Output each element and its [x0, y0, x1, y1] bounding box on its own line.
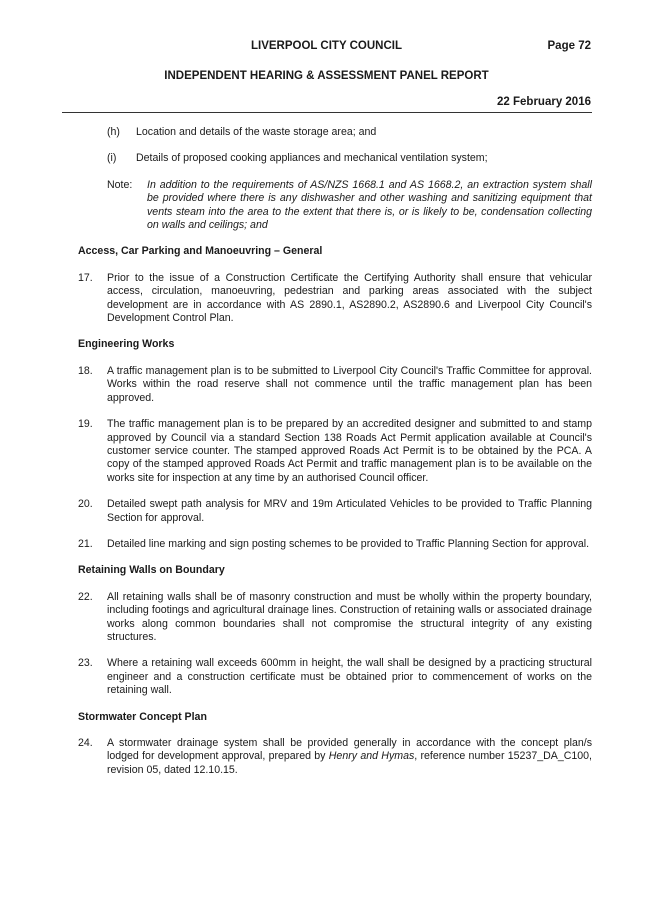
condition-number: 22.	[78, 590, 93, 603]
condition-text: A traffic management plan is to be submitted to Liverpool City Council's Traffic Committee for approval. Works within the road reserve shall not commence until the traffic management plan has been approved.	[107, 364, 592, 404]
report-date: 22 February 2016	[497, 96, 591, 108]
condition-text: All retaining walls shall be of masonry construction and must be wholly within the property boundary, including footings and agricultural drainage lines. Construction of retaining walls or associated drainage works along common boundaries shall not compromise the structural integrity of any existing structures.	[107, 590, 592, 643]
condition-text-end: , reference number 15237_DA_C100, revision 05, dated 12.10.15.	[107, 750, 592, 776]
condition-item	[78, 272, 592, 326]
document-body	[78, 126, 592, 790]
condition-text: Prior to the issue of a Construction Certificate the Certifying Authority shall ensure that vehicular access, circulation, manoeuvring, pedestrian and parking areas associated with the subject development are in accordance with AS 2890.1, AS2890.2, AS2890.6 and Liverpool City Council's Development Control Plan.	[107, 271, 592, 325]
condition-number: 18.	[78, 364, 93, 377]
sub-item-label: (i)	[107, 152, 117, 165]
section-heading-retaining-walls: Retaining Walls on Boundary	[78, 564, 225, 577]
condition-item	[78, 737, 592, 777]
sub-item-label: (h)	[107, 126, 120, 138]
condition-text: The traffic management plan is to be prepared by an accredited designer and submitted to and stamp approved by Council via a standard Section 138 Roads Act Permit application available at Council's customer service counter. The stamped approved Roads Act Permit is to be obtained by the PCA. A copy of the stamped approved Roads Act Permit and traffic management plan is to be available on the works site for inspection at any time by an authorised Council officer.	[107, 418, 592, 484]
condition-number: 24.	[78, 737, 93, 749]
condition-number: 17.	[78, 271, 93, 284]
note-text: In addition to the requirements of AS/NZS 1668.1 and AS 1668.2, an extraction system shall be provided where there is any dishwasher and other washing and sanitizing equipment that vents steam into the area to the extent that there is, or is likely to be, condensation collecting on walls and ceilings; and	[147, 178, 592, 232]
condition-text: Detailed swept path analysis for MRV and 19m Articulated Vehicles to be provided to Traffic Planning Section for approval.	[107, 498, 592, 524]
report-title: INDEPENDENT HEARING & ASSESSMENT PANEL REPORT	[164, 70, 489, 82]
condition-item	[78, 365, 592, 405]
condition-item	[78, 591, 592, 645]
condition-item	[78, 418, 592, 485]
condition-text-start: A stormwater drainage system shall be provided generally in accordance with the concept plan/s lodged for development approval, prepared by	[107, 737, 592, 763]
section-heading-engineering: Engineering Works	[78, 338, 175, 351]
condition-number: 23.	[78, 657, 93, 670]
header-rule	[62, 112, 592, 113]
page-number: Page 72	[547, 40, 591, 52]
condition-number: 21.	[78, 537, 93, 550]
condition-item	[78, 498, 592, 525]
note-label: Note:	[107, 178, 133, 191]
condition-text	[107, 737, 592, 777]
sub-item-i	[78, 152, 592, 165]
condition-number: 19.	[78, 418, 93, 431]
sub-item-h	[78, 126, 592, 139]
council-name: LIVERPOOL CITY COUNCIL	[250, 40, 402, 52]
condition-item	[78, 538, 592, 551]
note	[78, 179, 592, 233]
condition-text: Detailed line marking and sign posting schemes to be provided to Traffic Planning Section for approval.	[107, 537, 590, 550]
condition-text: Where a retaining wall exceeds 600mm in height, the wall shall be designed by a practicing structural engineer and a construction certificate must be obtained prior to commencement of works on the retaining wall.	[107, 657, 592, 697]
condition-number: 20.	[78, 498, 93, 511]
sub-item-text: Details of proposed cooking appliances and mechanical ventilation system;	[136, 152, 488, 165]
sub-item-text: Location and details of the waste storage area; and	[136, 126, 377, 138]
consultant-name: Henry and Hymas	[328, 750, 415, 763]
condition-item	[78, 657, 592, 697]
section-heading-stormwater: Stormwater Concept Plan	[78, 710, 207, 723]
section-heading-access: Access, Car Parking and Manoeuvring – General	[78, 245, 323, 258]
